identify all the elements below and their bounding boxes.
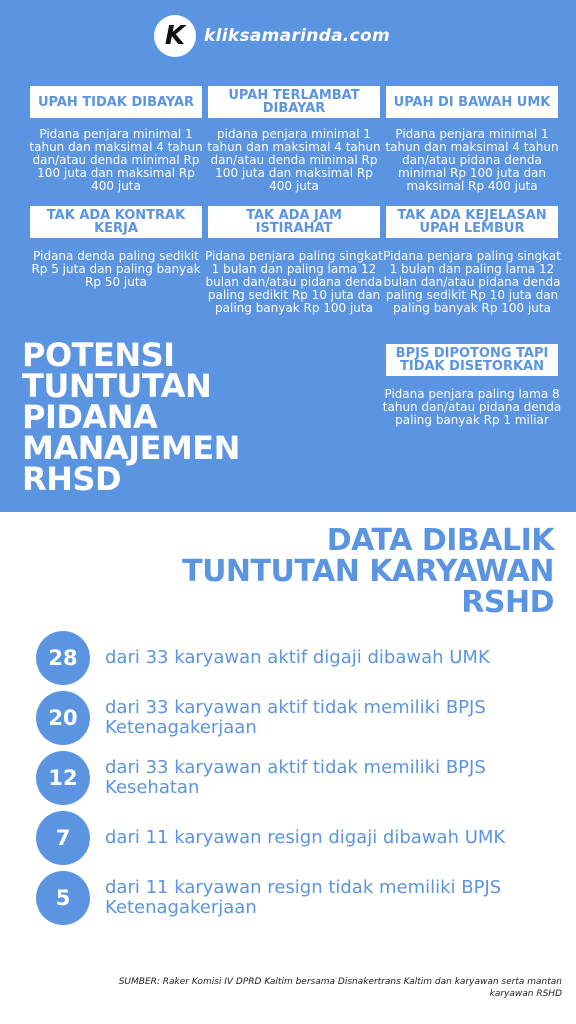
stat-item — [36, 750, 556, 806]
logo-letter: K — [164, 21, 186, 51]
stat-text: dari 11 karyawan resign digaji dibawah UMK — [105, 827, 506, 848]
stat-item — [36, 690, 556, 746]
card-title-upah-tidak-dibayar: UPAH TIDAK DIBAYAR — [30, 86, 202, 118]
stat-number: 5 — [36, 871, 90, 925]
source-note: SUMBER: Raker Komisi IV DPRD Kaltim bersama Disnakertrans Kaltim dan karyawan serta mantan karyawan RSHD — [118, 977, 562, 999]
card-body-bpjs-dipotong: Pidana penjara paling lama 8 tahun dan/atau pidana denda paling banyak Rp 1 miliar — [382, 387, 562, 427]
card-title-tak-ada-kejelasan-upah-lembur: TAK ADA KEJELASAN UPAH LEMBUR — [386, 206, 558, 238]
data-title: DATA DIBALIK TUNTUTAN KARYAWAN RSHD — [182, 523, 554, 620]
stat-number: 28 — [36, 631, 90, 685]
stat-number: 12 — [36, 751, 90, 805]
logo-k-icon — [154, 15, 196, 57]
card-body-upah-tidak-dibayar: Pidana penjara minimal 1 tahun dan maksimal 4 tahun dan/atau denda minimal Rp 100 juta dan maksimal Rp 400 juta — [29, 127, 203, 193]
card-body-tak-ada-kejelasan-upah-lembur: Pidana penjara paling singkat 1 bulan dan paling lama 12 bulan dan/atau pidana denda paling sedikit Rp 10 juta dan paling banyak Rp 100 juta — [383, 249, 561, 315]
stat-text: dari 33 karyawan aktif digaji dibawah UMK — [105, 647, 490, 668]
card-title-tak-ada-jam-istirahat: TAK ADA JAM ISTIRAHAT — [208, 206, 380, 238]
stat-item — [36, 810, 556, 866]
brand[interactable] — [154, 14, 390, 58]
stat-item — [36, 870, 556, 926]
card-body-upah-di-bawah-umk: Pidana penjara minimal 1 tahun dan maksimal 4 tahun dan/atau pidana denda minimal Rp 100 juta dan maksimal Rp 400 juta — [385, 127, 559, 193]
stat-item — [36, 630, 556, 686]
card-title-tak-ada-kontrak-kerja: TAK ADA KONTRAK KERJA — [30, 206, 202, 238]
stat-text: dari 33 karyawan aktif tidak memiliki BPJS Kesehatan — [105, 757, 486, 798]
card-title-bpjs-dipotong: BPJS DIPOTONG TAPI TIDAK DISETORKAN — [386, 344, 558, 376]
brand-name: kliksamarinda.com — [204, 26, 391, 46]
card-body-upah-terlambat-dibayar: pidana penjara minimal 1 tahun dan maksimal 4 tahun dan/atau denda minimal Rp 100 juta dan maksimal Rp 400 juta — [207, 127, 381, 193]
card-body-tak-ada-jam-istirahat: Pidana penjara paling singkat 1 bulan dan paling lama 12 bulan dan/atau pidana denda paling sedikit Rp 10 juta dan paling banyak Rp 100 juta — [205, 249, 383, 315]
stat-number: 20 — [36, 691, 90, 745]
card-title-upah-di-bawah-umk: UPAH DI BAWAH UMK — [386, 86, 558, 118]
card-title-upah-terlambat-dibayar: UPAH TERLAMBAT DIBAYAR — [208, 86, 380, 118]
stat-text: dari 33 karyawan aktif tidak memiliki BPJS Ketenagakerjaan — [105, 697, 486, 738]
stat-text: dari 11 karyawan resign tidak memiliki BPJS Ketenagakerjaan — [105, 877, 502, 918]
potensi-title: POTENSI TUNTUTAN PIDANA MANAJEMEN RHSD — [22, 336, 240, 498]
card-body-tak-ada-kontrak-kerja: Pidana denda paling sedikit Rp 5 juta dan paling banyak Rp 50 juta — [31, 249, 201, 289]
stat-number: 7 — [36, 811, 90, 865]
